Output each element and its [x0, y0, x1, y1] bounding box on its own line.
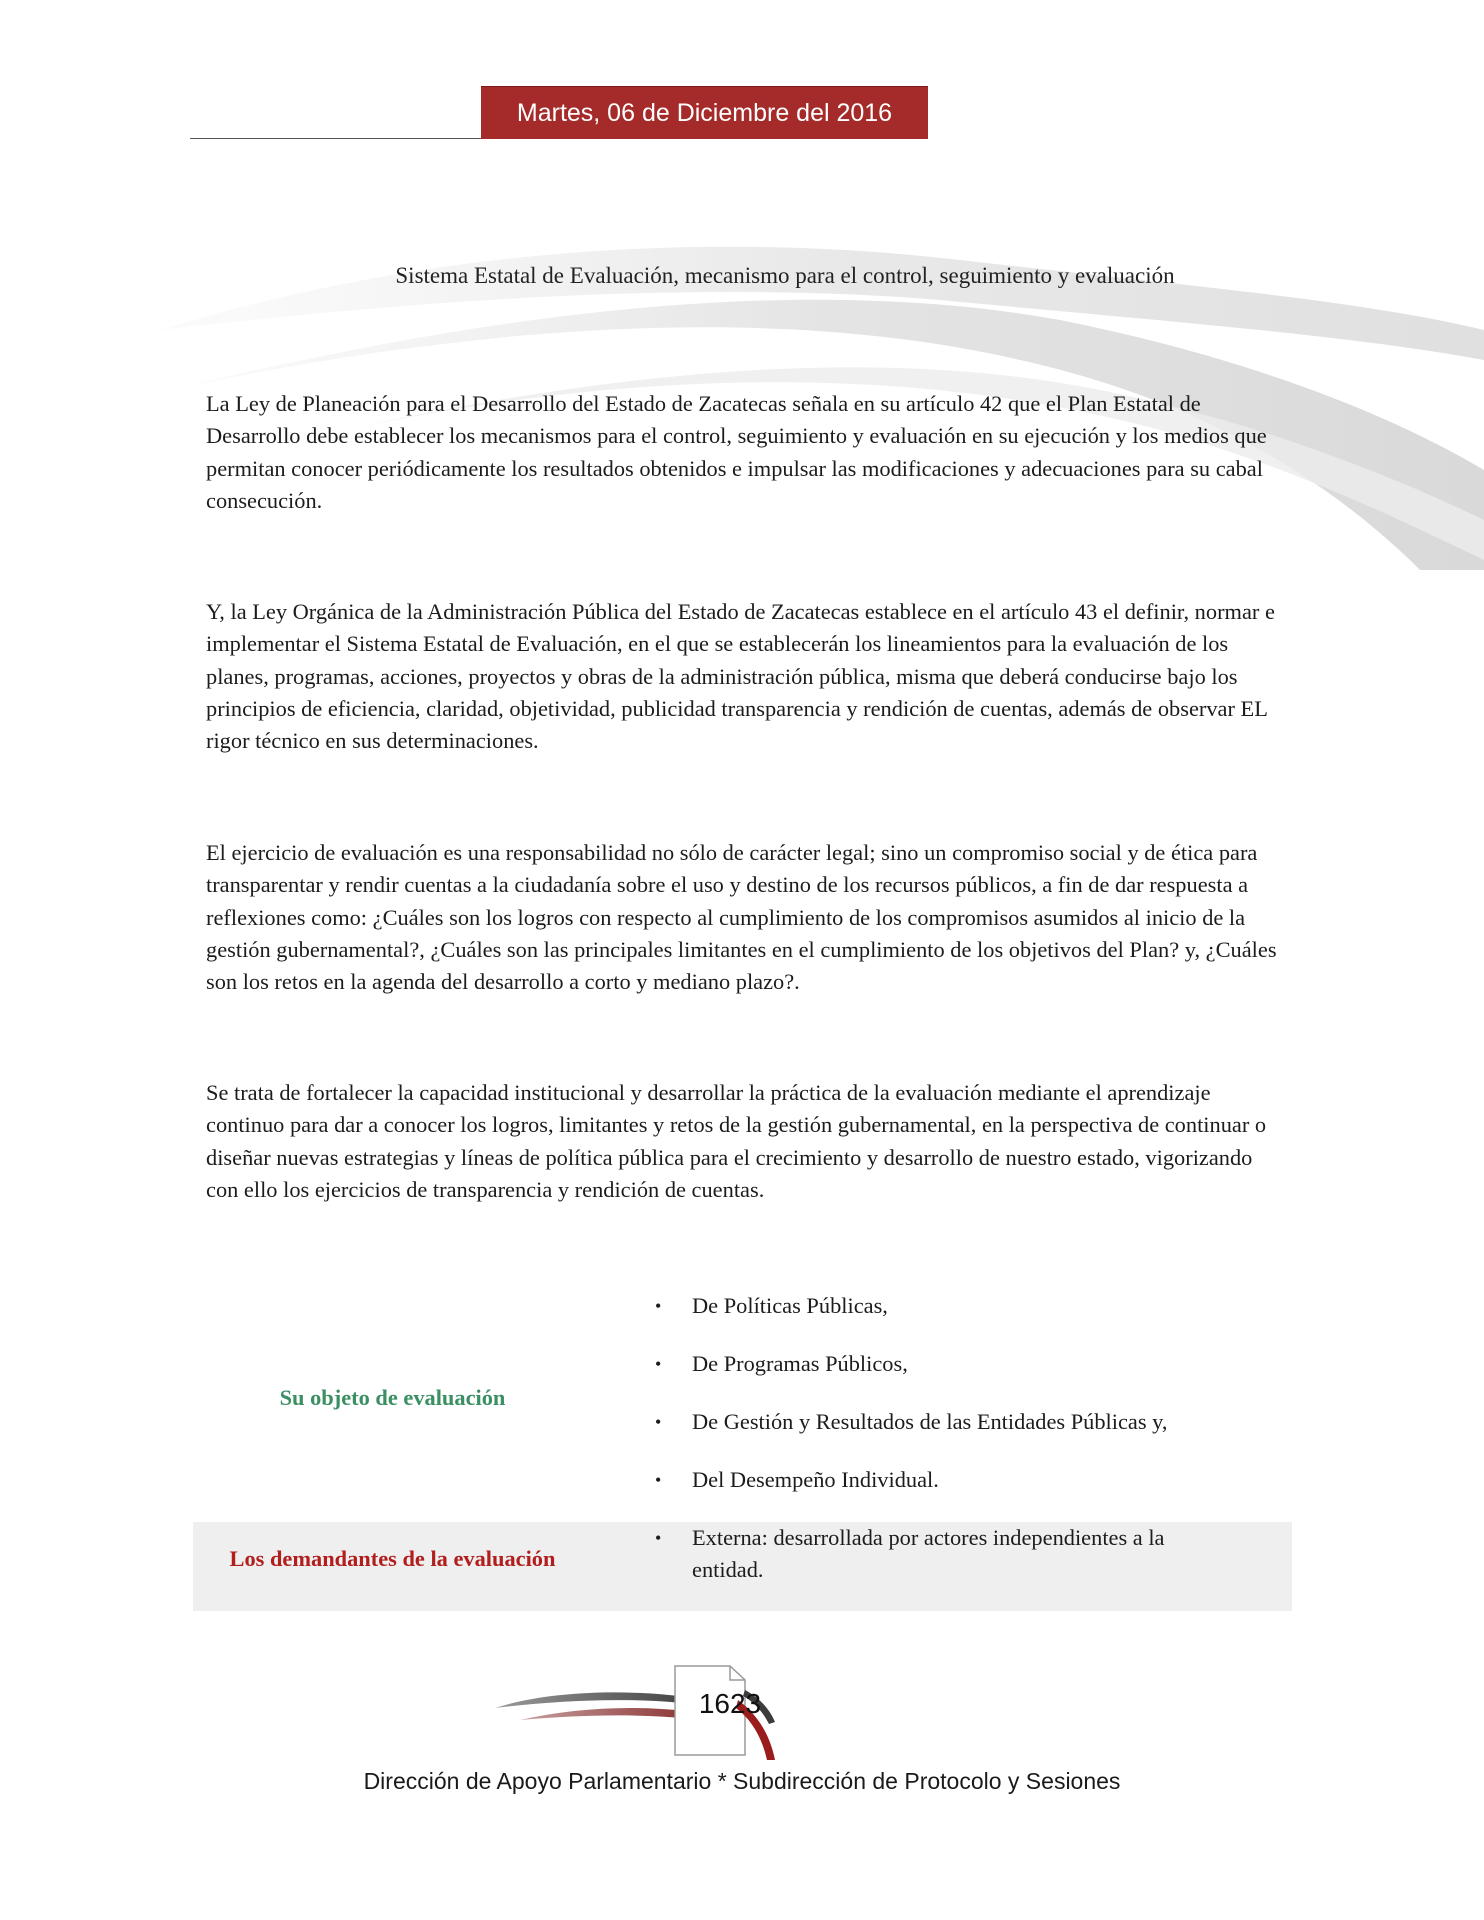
header-rule: [190, 138, 482, 139]
list-item: • De Gestión y Resultados de las Entidades Públicas y,: [692, 1406, 1252, 1464]
document-title: Sistema Estatal de Evaluación, mecanismo para el control, seguimiento y evaluación: [395, 263, 1175, 288]
bullet-icon: •: [655, 1470, 662, 1490]
paragraph-ejercicio-evaluacion: El ejercicio de evaluación es una responsabilidad no sólo de carácter legal; sino un compromiso social y de ética para transparentar y rendir cuentas a la ciudadanía sobre el uso y destino de los recursos públicos, a fin de dar respuesta a reflexiones como: ¿Cuáles son los logros con respecto al cumplimiento de los compromisos asumidos al inicio de la gestión gubernamental?, ¿Cuáles son las principales limitantes en el cumplimiento de los objetivos del Plan? y, ¿Cuáles son los retos en la agenda del desarrollo a corto y mediano plazo?.: [206, 840, 1277, 995]
footer-text: Dirección de Apoyo Parlamentario * Subdirección de Protocolo y Sesiones: [363, 1768, 1121, 1794]
list-item: • Externa: desarrollada por actores independientes a la entidad.: [692, 1522, 1232, 1586]
page-number: 1623: [698, 1688, 762, 1719]
list-item: • De Programas Públicos,: [692, 1348, 1252, 1406]
date-text: Martes, 06 de Diciembre del 2016: [516, 98, 893, 127]
list-item: • De Políticas Públicas,: [692, 1290, 1252, 1348]
bullet-icon: •: [655, 1354, 662, 1374]
paragraph-ley-organica: Y, la Ley Orgánica de la Administración Pública del Estado de Zacatecas establece en el artículo 43 el definir, normar e implementar el Sistema Estatal de Evaluación, en el que se establecerán los lineamientos para la evaluación de los planes, programas, acciones, proyectos y obras de la administración pública, misma que deberá conducirse bajo los principios de eficiencia, claridad, objetividad, publicidad transparencia y rendición de cuentas, además de observar EL rigor técnico en sus determinaciones.: [206, 599, 1275, 754]
bullet-icon: •: [655, 1412, 662, 1432]
bullet-icon: •: [655, 1296, 662, 1316]
object-of-evaluation-label: Su objeto de evaluación: [279, 1385, 506, 1410]
demanders-label: Los demandantes de la evaluación: [229, 1546, 556, 1571]
paragraph-ley-planeacion: La Ley de Planeación para el Desarrollo del Estado de Zacatecas señala en su artículo 42 que el Plan Estatal de Desarrollo debe establecer los mecanismos para el control, seguimiento y evaluación en su ejecución y los medios que permitan conocer periódicamente los resultados obtenidos e impulsar las modificaciones y adecuaciones para su cabal consecución.: [206, 391, 1267, 513]
bullet-icon: •: [655, 1528, 662, 1548]
demanders-list: [655, 1522, 1232, 1586]
date-banner: [481, 86, 928, 139]
paragraph-fortalecer-capacidad: Se trata de fortalecer la capacidad institucional y desarrollar la práctica de la evaluación mediante el aprendizaje continuo para dar a conocer los logros, limitantes y retos de la gestión gubernamental, en la perspectiva de continuar o diseñar nuevas estrategias y líneas de política pública para el crecimiento y desarrollo de nuestro estado, vigorizando con ello los ejercicios de transparencia y rendición de cuentas.: [206, 1080, 1267, 1202]
object-of-evaluation-list: [655, 1290, 1252, 1522]
list-item: • Del Desempeño Individual.: [692, 1464, 1252, 1522]
